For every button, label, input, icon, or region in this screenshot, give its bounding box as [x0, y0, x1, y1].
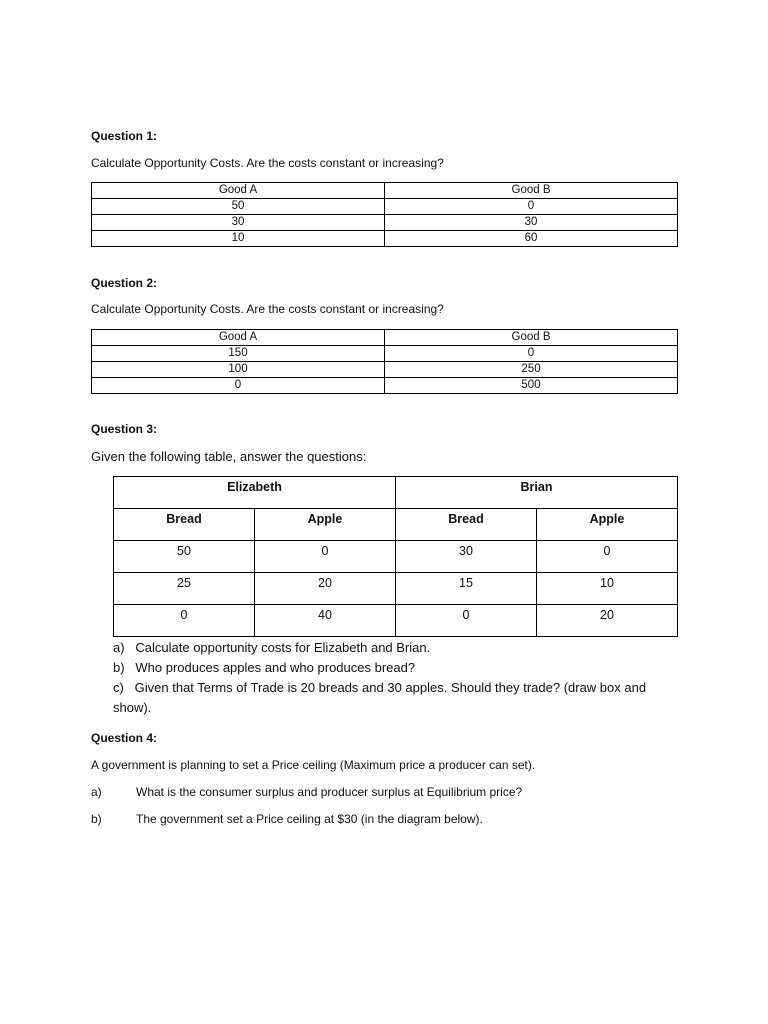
- table-row: [92, 231, 678, 247]
- table-header-cell: Apple: [255, 509, 396, 541]
- table-row: [92, 183, 678, 199]
- table-cell: 10: [537, 573, 678, 605]
- table-cell: 0: [396, 605, 537, 637]
- question-3-item-c: c) Given that Terms of Trade is 20 breads and 30 apples. Should they trade? (draw box and: [113, 680, 647, 695]
- table-cell: 0: [114, 605, 255, 637]
- table-row: [92, 378, 678, 394]
- question-2-table: [91, 329, 678, 394]
- question-4-item-a-text: What is the consumer surplus and producer surplus at Equilibrium price?: [136, 785, 523, 799]
- table-cell: 0: [92, 378, 385, 394]
- table-row: [92, 330, 678, 346]
- table-cell: 10: [92, 231, 385, 247]
- table-row: [92, 199, 678, 215]
- table-cell: 0: [537, 541, 678, 573]
- table-header-cell: Apple: [537, 509, 678, 541]
- question-1-prompt: Calculate Opportunity Costs. Are the costs constant or increasing?: [91, 156, 444, 170]
- table-cell: 25: [114, 573, 255, 605]
- question-3-item-a: a) Calculate opportunity costs for Elizabeth and Brian.: [113, 640, 431, 655]
- table-cell: 100: [92, 362, 385, 378]
- question-2-prompt: Calculate Opportunity Costs. Are the costs constant or increasing?: [91, 302, 444, 316]
- table-row: [92, 362, 678, 378]
- question-1-table: [91, 182, 678, 247]
- table-cell: 60: [385, 231, 678, 247]
- question-3-prompt: Given the following table, answer the questions:: [91, 449, 367, 464]
- table-cell: 0: [255, 541, 396, 573]
- group-header-elizabeth: Elizabeth: [114, 477, 396, 509]
- table-cell: 30: [92, 215, 385, 231]
- table-row: [114, 477, 678, 509]
- question-4-item-b-text: The government set a Price ceiling at $30 (in the diagram below).: [136, 812, 483, 826]
- table-header-cell: Bread: [114, 509, 255, 541]
- table-row: [114, 605, 678, 637]
- table-cell: 0: [385, 199, 678, 215]
- table-header-cell: Good B: [385, 183, 678, 199]
- table-row: [114, 541, 678, 573]
- table-cell: 250: [385, 362, 678, 378]
- table-cell: 50: [114, 541, 255, 573]
- question-4-item-b-marker: b): [91, 812, 102, 826]
- table-cell: 40: [255, 605, 396, 637]
- table-row: [92, 346, 678, 362]
- table-cell: 15: [396, 573, 537, 605]
- question-3-heading: Question 3:: [91, 422, 158, 436]
- table-row: [92, 215, 678, 231]
- question-4-heading: Question 4:: [91, 731, 158, 745]
- table-cell: 0: [385, 346, 678, 362]
- question-4-prompt: A government is planning to set a Price ceiling (Maximum price a producer can set).: [91, 758, 536, 772]
- table-cell: 30: [385, 215, 678, 231]
- table-header-cell: Good A: [92, 330, 385, 346]
- question-3-table: [113, 476, 678, 637]
- question-3-item-b: b) Who produces apples and who produces bread?: [113, 660, 416, 675]
- table-cell: 500: [385, 378, 678, 394]
- table-cell: 50: [92, 199, 385, 215]
- table-cell: 30: [396, 541, 537, 573]
- table-row: [114, 509, 678, 541]
- question-3-item-c-continued: show).: [113, 700, 152, 715]
- table-cell: 150: [92, 346, 385, 362]
- table-cell: 20: [537, 605, 678, 637]
- table-header-cell: Good B: [385, 330, 678, 346]
- table-header-cell: Bread: [396, 509, 537, 541]
- question-4-item-a-marker: a): [91, 785, 102, 799]
- table-cell: 20: [255, 573, 396, 605]
- table-row: [114, 573, 678, 605]
- question-1-heading: Question 1:: [91, 129, 158, 143]
- table-header-cell: Good A: [92, 183, 385, 199]
- group-header-brian: Brian: [396, 477, 678, 509]
- question-2-heading: Question 2:: [91, 276, 158, 290]
